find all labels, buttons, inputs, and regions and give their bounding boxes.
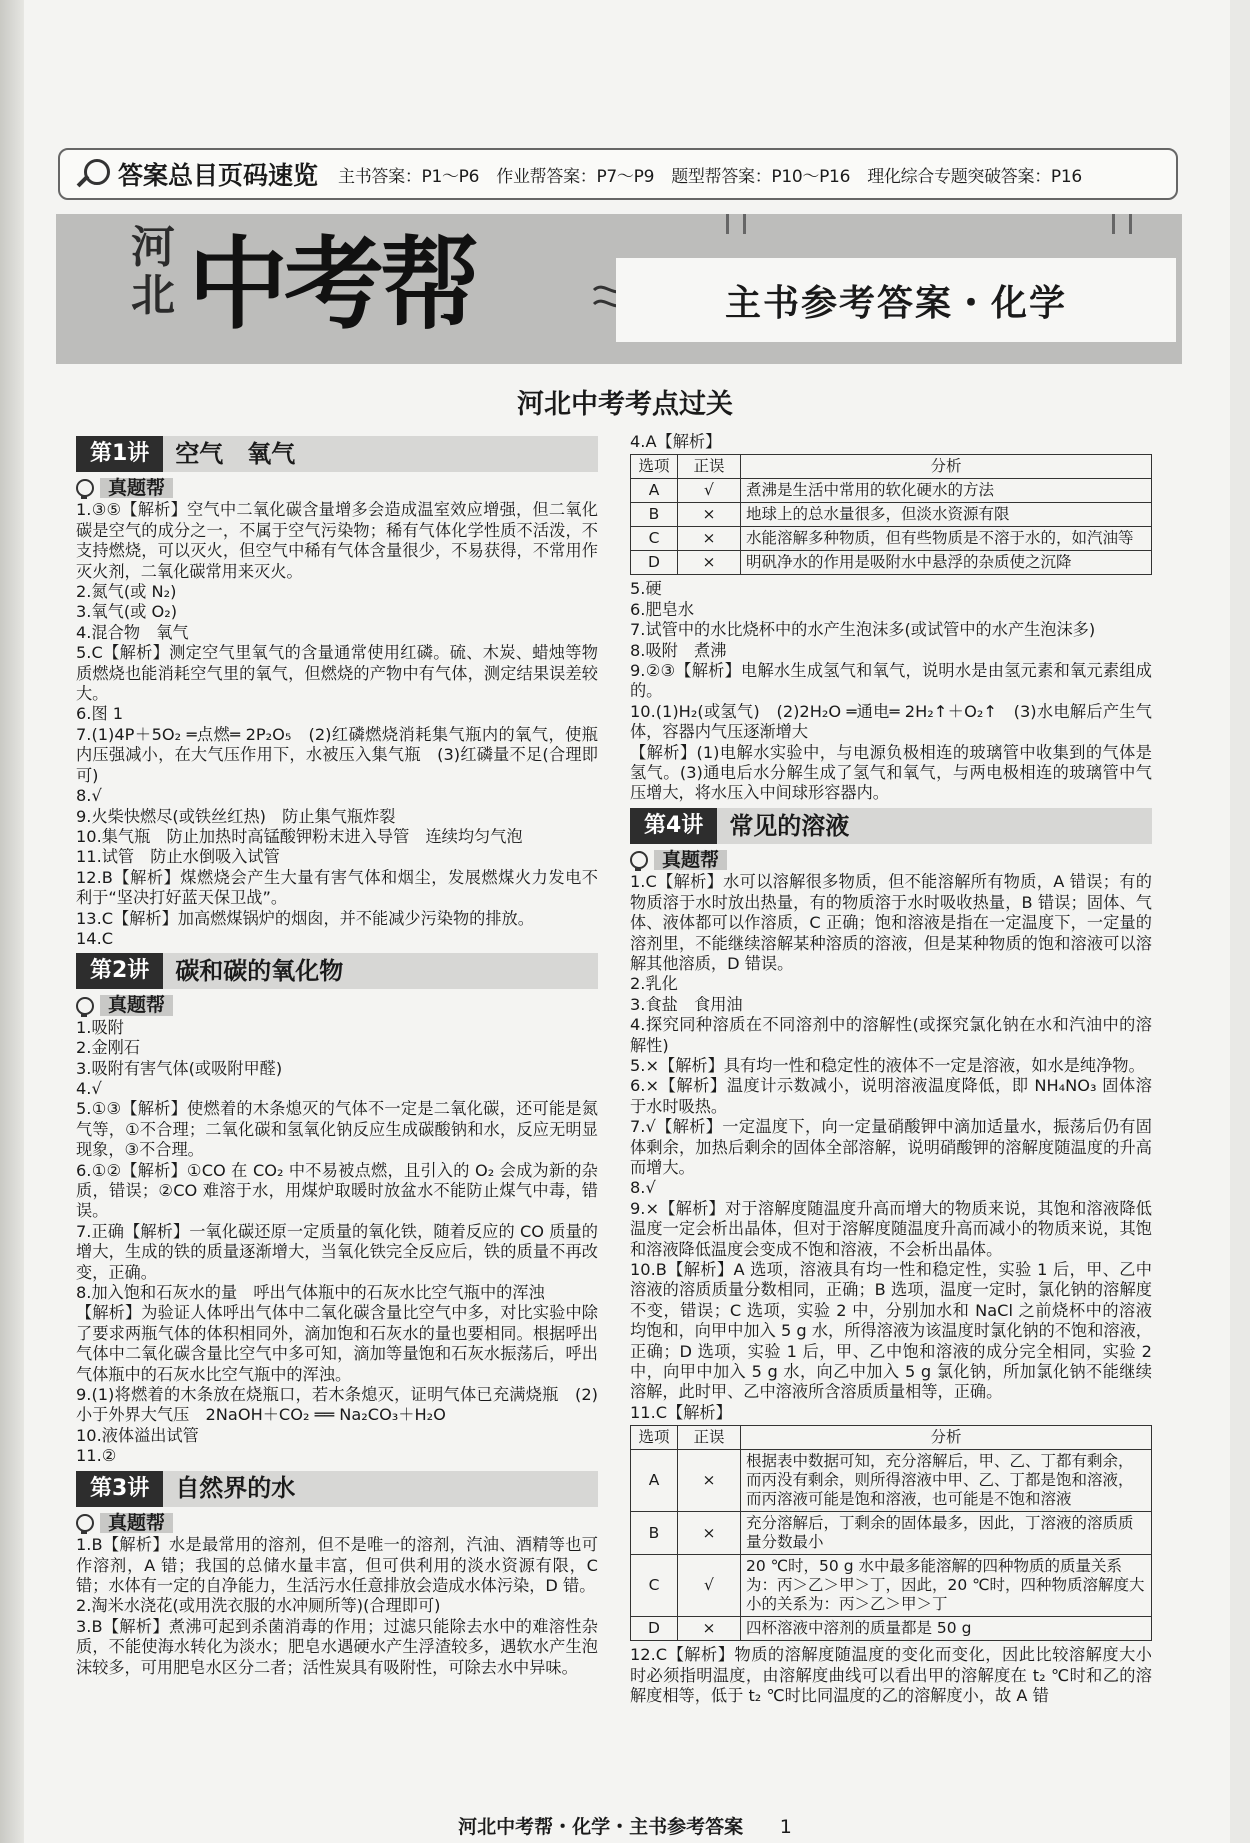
chapter-title: 自然界的水: [175, 1474, 296, 1503]
section-heading: [76, 1513, 598, 1533]
section-heading: [630, 850, 1152, 870]
answer-item: 1.③⑤【解析】空气中二氧化碳含量增多会造成温室效应增强，但二氧化碳是空气的成分之一，不属于空气污染物；稀有气体化学性质不活泼，不支持燃烧，可以灭火，但空气中稀有气体含量很少，不易获得，不常用作灭火剂，二氧化碳常用来灭火。: [76, 500, 598, 581]
table-header: 选项: [631, 1426, 678, 1450]
answer-item: 3.食盐 食用油: [630, 994, 743, 1014]
binding-tick-icon: [1112, 214, 1132, 234]
index-item: 作业帮答案：P7～P9: [496, 166, 655, 187]
table-header-row: [631, 1426, 1152, 1450]
chapter-title: 常见的溶液: [729, 811, 850, 840]
brand-logo: 中考帮: [188, 226, 476, 343]
table-row: [631, 551, 1152, 575]
right-column: [630, 432, 1152, 1706]
table-cell: 充分溶解后，丁剩余的固体最多，因此，丁溶液的溶质质量分数最小: [741, 1512, 1152, 1555]
chapter-number: 第4讲: [630, 808, 717, 844]
answer-item: 12.B【解析】煤燃烧会产生大量有害气体和烟尘，发展燃煤火力发电不利于“坚决打好蓝天保卫战”。: [76, 867, 598, 908]
answer-item: 2.金刚石: [76, 1038, 141, 1058]
answer-item: 5.C【解析】测定空气里氧气的含量通常使用红磷。硫、木炭、蜡烛等物质燃烧也能消耗空气里的氧气，但燃烧的产物中有气体，测定结果误差较大。: [76, 643, 598, 704]
subtitle-box: [616, 258, 1176, 342]
section-heading: [76, 995, 598, 1015]
footer-text: 河北中考帮・化学・主书参考答案: [458, 1816, 744, 1838]
index-title: 答案总目页码速览: [118, 161, 319, 190]
index-item: 题型帮答案：P10～P16: [671, 166, 851, 187]
table-row: [631, 1512, 1152, 1555]
answer-item: 6.①②【解析】①CO 在 CO₂ 中不易被点燃，且引入的 O₂ 会成为新的杂质，错误；②CO 难溶于水，用煤炉取暖时放盆水不能防止煤气中毒，错误。: [76, 1160, 598, 1221]
section-label: 真题帮: [100, 1513, 173, 1533]
table-cell: B: [631, 503, 678, 527]
table-cell: ×: [678, 1512, 741, 1555]
answer-item: 5.①③【解析】使燃着的木条熄灭的气体不一定是二氧化碳，还可能是氮气等，①不合理；二氧化碳和氢氧化钠反应生成碳酸钠和水，反应无明显现象，③不合理。: [76, 1099, 598, 1160]
page-number: 1: [779, 1816, 792, 1838]
answer-item: 1.B【解析】水是最常用的溶剂，但不是唯一的溶剂，汽油、酒精等也可作溶剂，A 错；我国的总储水量丰富，但可供利用的淡水资源有限，C 错；水体有一定的自净能力，生活污水任意排放会造成水体污染，D 错。: [76, 1535, 598, 1595]
page-binding-edge: [0, 0, 24, 1843]
answer-item: 9.火柴快燃尽(或铁丝红热) 防止集气瓶炸裂: [76, 806, 396, 826]
chapter-header: [76, 1471, 598, 1507]
answer-item: 4.混合物 氧气: [76, 622, 189, 642]
answer-item: 6.×【解析】温度计示数减小，说明溶液温度降低，即 NH₄NO₃ 固体溶于水时吸热。: [630, 1076, 1152, 1116]
lightbulb-icon: [76, 997, 94, 1015]
answer-item: 12.C【解析】物质的溶解度随温度的变化而变化，因此比较溶解度大小时必须指明温度，由溶解度曲线可以看出甲的溶解度在 t₂ ℃时和乙的溶解度相等，低于 t₂ ℃时比同温度的乙的溶解度小，故 A 错: [630, 1645, 1152, 1706]
answer-item: 14.C: [76, 928, 114, 948]
table-cell: 四杯溶液中溶剂的质量都是 50 g: [741, 1617, 1152, 1641]
table-header: 分析: [741, 1426, 1152, 1450]
answer-item: 8.加入饱和石灰水的量 呼出气体瓶中的石灰水比空气瓶中的浑浊: [76, 1283, 545, 1303]
table-cell: ×: [678, 527, 741, 551]
answer-item: 3.吸附有害气体(或吸附甲醛): [76, 1058, 283, 1078]
answer-item: 3.B【解析】煮沸可起到杀菌消毒的作用；过滤只能除去水中的难溶性杂质，不能使海水转化为淡水；肥皂水遇硬水产生浮渣较多，遇软水产生泡沫较多，可用肥皂水区分二者；活性炭具有吸附性，可除去水中异味。: [76, 1616, 598, 1677]
chapter-header: [630, 808, 1152, 844]
table-cell: C: [631, 1555, 678, 1617]
lightbulb-icon: [76, 479, 94, 497]
table-row: [631, 479, 1152, 503]
table-cell: ×: [678, 551, 741, 575]
section-label: 真题帮: [100, 478, 173, 498]
answer-item: 10.集气瓶 防止加热时高锰酸钾粉末进入导管 连续均匀气泡: [76, 826, 523, 846]
answer-item: 2.乳化: [630, 974, 678, 994]
table-cell: D: [631, 551, 678, 575]
binding-tick-icon: [726, 214, 746, 234]
answer-item: 9.②③【解析】电解水生成氢气和氧气，说明水是由氢元素和氧元素组成的。: [630, 661, 1152, 701]
answer-item: 8.吸附 煮沸: [630, 640, 727, 660]
answer-item: 11.②: [76, 1446, 117, 1466]
table-row: [631, 1555, 1152, 1617]
chapter-number: 第3讲: [76, 1471, 163, 1507]
answer-item: 【解析】为验证人体呼出气体中二氧化碳含量比空气中多，对比实验中除了要求两瓶气体的体积相同外，滴加饱和石灰水的量也要相同。根据呼出气体中二氧化碳含量比空气中多可知，滴加等量饱和石灰水振荡后，呼出气体瓶中的石灰水比空气瓶中的浑浊。: [76, 1303, 598, 1384]
table-header: 正误: [678, 1426, 741, 1450]
section-label: 真题帮: [654, 850, 727, 870]
table-cell: A: [631, 1450, 678, 1512]
chapter-header: [76, 953, 598, 989]
answer-item: 2.氮气(或 N₂): [76, 582, 177, 602]
table-cell: A: [631, 479, 678, 503]
table-cell: √: [678, 1555, 741, 1617]
table-cell: ×: [678, 1617, 741, 1641]
table-cell: 根据表中数据可知，充分溶解后，甲、乙、丁都有剩余，而丙没有剩余，则所得溶液中甲、乙、丁都是饱和溶液，而丙溶液可能是饱和溶液，也可能是不饱和溶液: [741, 1450, 1152, 1512]
table-cell: 煮沸是生活中常用的软化硬水的方法: [741, 479, 1152, 503]
answer-item: 13.C【解析】加高燃煤锅炉的烟囱，并不能减少污染物的排放。: [76, 908, 534, 928]
chapter-number: 第2讲: [76, 953, 163, 989]
answer-item: 7.试管中的水比烧杯中的水产生泡沫多(或试管中的水产生泡沫多): [630, 620, 1096, 640]
table-row: [631, 1617, 1152, 1641]
table-cell: 明矾净水的作用是吸附水中悬浮的杂质使之沉降: [741, 551, 1152, 575]
table-header: 选项: [631, 455, 678, 479]
table-row: [631, 1450, 1152, 1512]
index-items: [338, 162, 1094, 187]
table-cell: ×: [678, 503, 741, 527]
answer-item: 5.×【解析】具有均一性和稳定性的液体不一定是溶液，如水是纯净物。: [630, 1055, 1145, 1075]
answer-item: 8.√: [76, 786, 102, 806]
index-item: 理化综合专题突破答案：P16: [867, 166, 1082, 187]
table-cell: C: [631, 527, 678, 551]
magnifier-icon: [74, 157, 108, 191]
section-heading: [76, 478, 598, 498]
table-header: 正误: [678, 455, 741, 479]
chapter-title: 碳和碳的氧化物: [175, 957, 344, 986]
region-label: 河北: [131, 222, 175, 321]
answer-item: 11.C【解析】: [630, 1402, 732, 1422]
table-header-row: [631, 455, 1152, 479]
subtitle: 主书参考答案・化学: [724, 281, 1067, 324]
left-column: [76, 432, 598, 1678]
answer-item: 7.(1)4P＋5O₂ ═点燃═ 2P₂O₅ (2)红磷燃烧消耗集气瓶内的氧气，使瓶内压强减小，在大气压作用下，水被压入集气瓶 (3)红磷量不足(合理即可): [76, 724, 598, 785]
answer-item: 7.√【解析】一定温度下，向一定量硝酸钾中滴加适量水，振荡后仍有固体剩余，加热后剩余的固体全部溶解，说明硝酸钾的溶解度随温度的升高而增大。: [630, 1117, 1152, 1177]
chapter-number: 第1讲: [76, 436, 163, 472]
answer-item: 8.√: [630, 1178, 656, 1198]
table-row: [631, 527, 1152, 551]
lightbulb-icon: [76, 1514, 94, 1532]
answer-item: 9.(1)将燃着的木条放在烧瓶口，若木条熄灭，证明气体已充满烧瓶 (2)小于外界大气压 2NaOH＋CO₂ ══ Na₂CO₃＋H₂O: [76, 1385, 598, 1425]
lightbulb-icon: [630, 851, 648, 869]
chapter-title: 空气 氧气: [175, 439, 296, 468]
page-footer: [0, 1812, 1250, 1839]
header-band: [56, 214, 1182, 364]
index-item: 主书答案：P1～P6: [338, 166, 480, 187]
answer-item: 6.图 1: [76, 704, 124, 724]
answer-item: 10.(1)H₂(或氢气) (2)2H₂O ═通电═ 2H₂↑＋O₂↑ (3)水电解后产生气体，容器内气压逐渐增大: [630, 701, 1152, 742]
answer-item: 10.B【解析】A 选项，溶液具有均一性和稳定性，实验 1 后，甲、乙中溶液的溶质质量分数相同，正确；B 选项，温度一定时，氯化钠的溶解度不变，错误；C 选项，实验 2 中，分别加水和 NaCl 之前烧杯中的溶液均饱和，向甲中加入 5 g 水，所得溶液为该温度时氯化钠的不饱和溶液，正确；D 选项，实验 1 后，甲、乙中饱和溶液的成分完全相同，实验 2 中，向甲中加入 5 g 水，向乙中加入 5 g 氯化钠，所加氯化钠不能继续溶解，此时甲、乙中溶液所含溶质质量相等，正确。: [630, 1260, 1152, 1402]
answer-item: 1.C【解析】水可以溶解很多物质，但不能溶解所有物质，A 错误；有的物质溶于水时放出热量，有的物质溶于水时吸收热量，B 错误；固体、气体、液体都可以作溶质，C 正确；饱和溶液是指在一定温度下，一定量的溶剂里，不能继续溶解某种溶质的溶液，但是某种物质的饱和溶液可以溶解其他溶质，D 错误。: [630, 872, 1152, 973]
table-cell: ×: [678, 1450, 741, 1512]
answer-item: 4.探究同种溶质在不同溶剂中的溶解性(或探究氯化钠在水和汽油中的溶解性): [630, 1015, 1152, 1055]
answer-item: 【解析】(1)电解水实验中，与电源负极相连的玻璃管中收集到的气体是氢气。(3)通电后水分解生成了氢气和氧气，与两电极相连的玻璃管中气压增大，将水压入中间球形容器内。: [630, 742, 1152, 803]
table-header: 分析: [741, 455, 1152, 479]
answer-item: 6.肥皂水: [630, 599, 695, 619]
table-cell: 水能溶解多种物质，但有些物质是不溶于水的，如汽油等: [741, 527, 1152, 551]
answer-item: 2.淘米水浇花(或用洗衣服的水冲厕所等)(合理即可): [76, 1596, 441, 1616]
table-cell: B: [631, 1512, 678, 1555]
answer-item: 4.A【解析】: [630, 432, 722, 451]
answer-item: 1.吸附: [76, 1017, 124, 1037]
answer-item: 5.硬: [630, 579, 662, 599]
table-cell: D: [631, 1617, 678, 1641]
table-cell: 地球上的总水量很多，但淡水资源有限: [741, 503, 1152, 527]
answer-item: 11.试管 防止水倒吸入试管: [76, 847, 280, 867]
answer-index-banner: [58, 148, 1178, 200]
table-cell: 20 ℃时，50 g 水中最多能溶解的四种物质的质量关系为：丙＞乙＞甲＞丁，因此，20 ℃时，四种物质溶解度大小的关系为：丙＞乙＞甲＞丁: [741, 1555, 1152, 1617]
analysis-table: [630, 454, 1152, 575]
answer-item: 7.正确【解析】一氧化碳还原一定质量的氧化铁，随着反应的 CO 质量的增大，生成的铁的质量逐渐增大，当氧化铁完全反应后，铁的质量不再改变，正确。: [76, 1221, 598, 1282]
analysis-table: [630, 1425, 1152, 1641]
main-title: 河北中考考点过关: [517, 389, 733, 420]
table-row: [631, 503, 1152, 527]
section-label: 真题帮: [100, 995, 173, 1015]
answer-item: 9.×【解析】对于溶解度随温度升高而增大的物质来说，其饱和溶液降低温度一定会析出晶体，但对于溶解度随温度升高而减小的物质来说，其饱和溶液降低温度会变成不饱和溶液，不会析出晶体。: [630, 1198, 1152, 1259]
chapter-header: [76, 436, 598, 472]
answer-item: 3.氧气(或 O₂): [76, 602, 178, 622]
table-cell: √: [678, 479, 741, 503]
answer-item: 4.√: [76, 1078, 102, 1098]
answer-item: 10.液体溢出试管: [76, 1425, 199, 1445]
